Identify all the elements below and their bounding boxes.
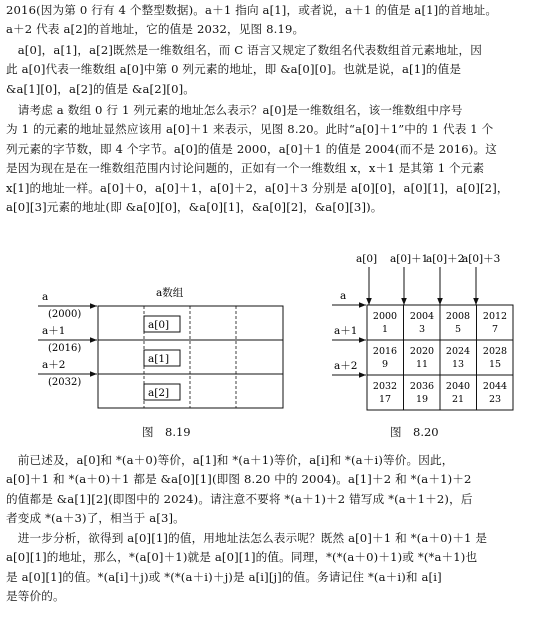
- paragraph-4: [6, 451, 548, 529]
- text-line: 的值都是 &a[1][2](即图中的 2024)。请注意不要将 *(a＋1)＋2 错写成 *(a＋1＋2)，后: [6, 491, 473, 506]
- cell-value: 15: [488, 359, 502, 370]
- row-name: a[1]: [148, 353, 170, 365]
- cell-address: 2028: [482, 346, 508, 357]
- paragraph-5: [6, 529, 548, 607]
- row-name: a[0]: [148, 319, 170, 331]
- figure-8-20-caption: 图 8.20: [390, 425, 439, 439]
- cell-address: 2020: [409, 346, 435, 357]
- cell-value: 19: [415, 394, 429, 405]
- cell-address: 2040: [445, 381, 471, 392]
- cell-value: 13: [451, 359, 465, 370]
- cell-address: 2036: [409, 381, 435, 392]
- text-line: &a[1][0]，a[2]的值是 &a[2][0]。: [6, 81, 196, 96]
- text-line: a[0][1]的地址，那么，*(a[0]＋1)就是 a[0][1]的值。同理，*(*(a＋0)＋1)或 *(*a＋1)也: [6, 550, 478, 565]
- cell-address: 2044: [482, 381, 508, 392]
- text-line: 此 a[0]代表一维数组 a[0]中第 0 列元素的地址，即 &a[0][0]。也就是说，a[1]的值是: [6, 62, 462, 77]
- column-pointer-label: a[0]＋2: [426, 253, 465, 265]
- row-address: (2016): [48, 343, 82, 354]
- cell-value: 3: [418, 324, 426, 335]
- text-line: 为 1 的元素的地址显然应该用 a[0]＋1 来表示，见图 8.20。此时“a[0]＋1”中的 1 代表 1 个: [6, 122, 494, 137]
- cell-value: 17: [378, 394, 392, 405]
- text-line: 者变成 *(a＋3)了，相当于 a[3]。: [6, 511, 185, 526]
- text-line: a[0][3]元素的地址(即 &a[0][0]，&a[0][1]，&a[0][2]，&a[0][3])。: [6, 200, 383, 215]
- text-line: 是等价的。: [6, 589, 65, 604]
- text-line: 前已述及，a[0]和 *(a＋0)等价，a[1]和 *(a＋1)等价，a[i]和 *(a＋i)等价。因此，: [6, 453, 454, 467]
- row-address: (2032): [48, 377, 82, 388]
- cell-address: 2016: [372, 346, 398, 357]
- row-pointer-label: a: [42, 291, 49, 303]
- text-line: a＋2 代表 a[2]的首地址，它的值是 2032，见图 8.19。: [6, 22, 305, 37]
- cell-address: 2000: [372, 311, 398, 322]
- text-line: a[0]，a[1]，a[2]既然是一维数组名，而 C 语言又规定了数组名代表数组首元素地址，因: [6, 43, 483, 57]
- figure-8-19-caption: 图 8.19: [142, 425, 191, 439]
- cell-value: 5: [454, 324, 462, 335]
- cell-address: 2024: [445, 346, 471, 357]
- text-line: 进一步分析，欲得到 a[0][1]的值，用地址法怎么表示呢？既然 a[0]＋1 和 *(a＋0)＋1 是: [6, 531, 488, 545]
- figure-8-19: [38, 286, 288, 411]
- cell-address: 2032: [372, 381, 398, 392]
- row-pointer-label: a＋1: [42, 325, 66, 337]
- text-line: 请考虑 a 数组 0 行 1 列元素的地址怎么表示？a[0]是一维数组名，该一维数组中序号: [6, 103, 463, 117]
- cell-address: 2008: [445, 311, 471, 322]
- row-pointer-label: a＋2: [334, 360, 358, 372]
- cell-value: 11: [415, 359, 429, 370]
- cell-value: 7: [491, 324, 499, 335]
- cell-value: 9: [381, 359, 389, 370]
- text-line: 是 a[0][1]的值。*(a[i]＋j)或 *(*(a＋i)＋j)是 a[i][j]的值。务请记住 *(a＋i)和 a[i]: [6, 569, 442, 584]
- text-line: 是因为现在是在一维数组范围内讨论问题的，正如有一个一维数组 x，x＋1 是其第 1 个元素: [6, 161, 485, 176]
- cell-value: 1: [381, 324, 389, 335]
- array-title: a数组: [156, 287, 184, 299]
- paragraph-2: [6, 41, 548, 99]
- row-name: a[2]: [148, 387, 170, 399]
- row-pointer-label: a＋2: [42, 359, 66, 371]
- text-line: 2016(因为第 0 行有 4 个整型数据)。a＋1 指向 a[1]，或者说，a＋1 的值是 a[1]的首地址。: [6, 3, 498, 17]
- text-line: a[0]＋1 和 *(a＋0)＋1 都是 &a[0][1](即图 8.20 中的 2004)。a[1]＋2 和 *(a＋1)＋2: [6, 472, 472, 487]
- paragraph-3: [6, 101, 548, 217]
- text-line: 列元素的字节数，即 4 个字节。a[0]的值是 2000，a[0]＋1 的值是 2004(而不是 2016)。这: [6, 141, 497, 156]
- text-line: x[1]的地址一样。a[0]＋0，a[0]＋1，a[0]＋2，a[0]＋3 分别是 a[0][0]，a[0][1]，a[0][2]，: [6, 180, 509, 195]
- column-pointer-label: a[0]＋1: [390, 253, 429, 265]
- cell-value: 21: [451, 394, 465, 405]
- figure-8-20: [326, 250, 518, 414]
- column-pointer-label: a[0]＋3: [462, 253, 501, 265]
- row-pointer-label: a: [340, 290, 347, 302]
- cell-address: 2004: [409, 311, 435, 322]
- cell-address: 2012: [482, 311, 508, 322]
- paragraph-1: [6, 1, 548, 40]
- array-box: [98, 306, 283, 408]
- row-pointer-label: a＋1: [334, 325, 358, 337]
- row-address: (2000): [48, 309, 82, 320]
- column-pointer-label: a[0]: [356, 253, 378, 265]
- cell-value: 23: [488, 394, 502, 405]
